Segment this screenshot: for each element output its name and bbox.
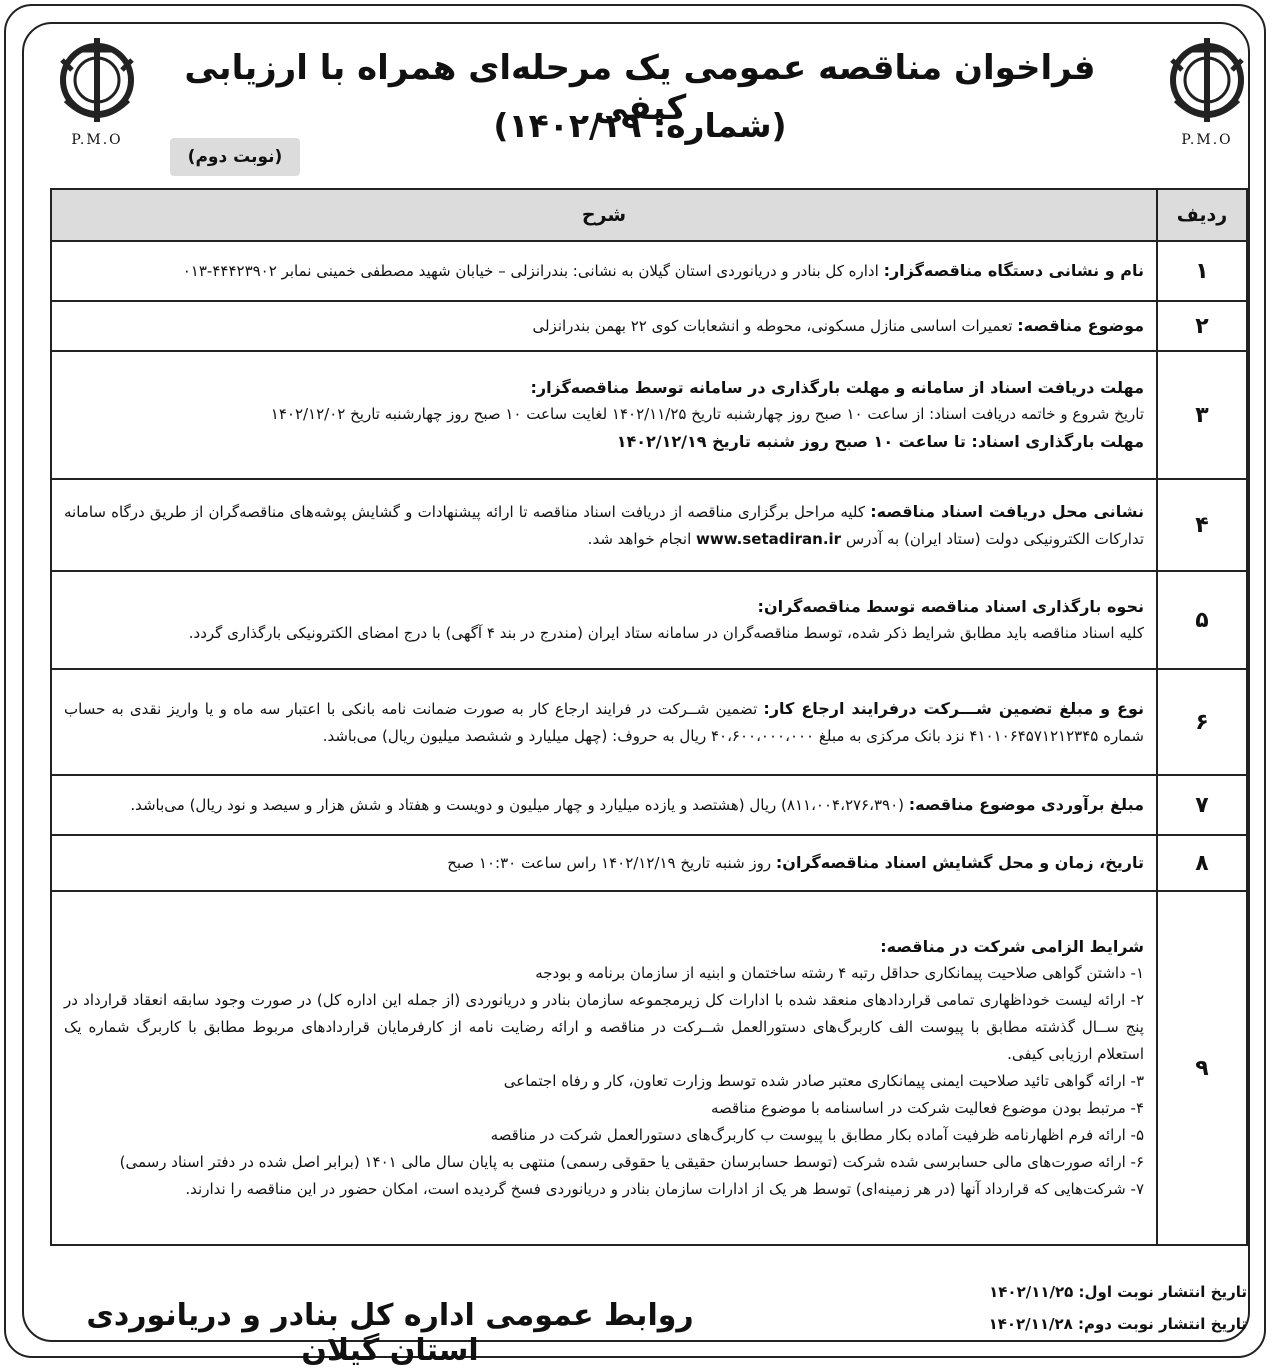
row-number: ۹ (1157, 891, 1247, 1245)
second-publish-date: تاریخ انتشار نوبت دوم: ۱۴۰۲/۱۱/۲۸ (988, 1315, 1247, 1333)
col-header-description: شرح (51, 189, 1157, 241)
col-header-row-number: ردیف (1157, 189, 1247, 241)
table-row (51, 835, 1247, 891)
row-number: ۵ (1157, 571, 1247, 669)
table-row (51, 241, 1247, 301)
table-row (51, 891, 1247, 1245)
pmo-logo-left (42, 30, 152, 160)
row-number: ۴ (1157, 479, 1247, 571)
row-text: تا ساعت ۱۰ صبح روز شنبه تاریخ ۱۴۰۲/۱۲/۱۹ (616, 432, 972, 451)
table-header-row (51, 189, 1247, 241)
row-label: نشانی محل دریافت اسناد مناقصه: (870, 501, 1144, 521)
tender-table (50, 188, 1248, 1246)
row-number: ۸ (1157, 835, 1247, 891)
first-publish-date: تاریخ انتشار نوبت اول: ۱۴۰۲/۱۱/۲۵ (989, 1283, 1247, 1301)
tender-number: (شماره: ۱۴۰۲/۱۹) (493, 106, 787, 145)
anchor-icon (52, 30, 142, 130)
row-description (51, 835, 1157, 891)
logo-caption: P.M.O (1181, 132, 1233, 148)
row-text: کلیه مراحل برگزاری مناقصه از دریافت اسناد مناقصه تا ارائه پیشنهادات و گشایش پوشه‌های مناقصه‌گران از طریق درگاه سامانه تدارکات الکترونیکی دولت (ستاد ایران) به آدرس (64, 502, 1144, 548)
row-description (51, 669, 1157, 775)
signature: روابط عمومی اداره کل بنادر و دریانوردی استان گیلان (86, 1298, 694, 1368)
condition-item: ۲- ارائه لیست خوداظهاری تمامی قراردادهای منعقد شده با ادارات کل زیرمجموعه سازمان بنادر و دریانوردی (از جمله این اداره کل) در صورت وجود سابقه انعقاد قرارداد در پنج ســال گذشته مطابق با پیوست الف کاربرگ‌های دستورالعمل شــرکت در مناقصه و ارائه رضایت نامه از کارفرمایان قراردادهای مربوط مطابق با کاربرگ شماره یک استعلام ارزیابی کیفی. (64, 991, 1144, 1063)
row-label: مبلغ برآوردی موضوع مناقصه: (908, 795, 1144, 814)
row-number: ۳ (1157, 351, 1247, 479)
table-row (51, 351, 1247, 479)
row-number: ۱ (1157, 241, 1247, 301)
table-row (51, 669, 1247, 775)
pmo-logo-right (1152, 30, 1262, 160)
row-heading: نحوه بارگذاری اسناد مناقصه توسط مناقصه‌گران: (757, 597, 1144, 616)
table-row (51, 479, 1247, 571)
row-text-end: انجام خواهد شد. (587, 529, 697, 548)
row-label: تاریخ، زمان و محل گشایش اسناد مناقصه‌گران: (775, 853, 1144, 872)
table-row (51, 571, 1247, 669)
row-label: مهلت بارگذاری اسناد: (971, 432, 1144, 451)
row-description (51, 301, 1157, 351)
publish-dates (827, 1276, 1247, 1340)
condition-item: ۴- مرتبط بودن موضوع فعالیت شرکت در اساسنامه با موضوع مناقصه (710, 1099, 1144, 1117)
row-number: ۶ (1157, 669, 1247, 775)
condition-item: ۷- شرکت‌هایی که قرارداد آنها (در هر زمینه‌ای) توسط هر یک از ادارات سازمان بنادر و دریانوردی فسخ گردیده است، امکان حضور در این مناقصه را ندارند. (185, 1180, 1144, 1198)
condition-item: ۳- ارائه گواهی تائید صلاحیت ایمنی پیمانکاری معتبر صادر شده توسط وزارت تعاون، کار و رفاه اجتماعی (503, 1072, 1144, 1090)
condition-item: ۱- داشتن گواهی صلاحیت پیمانکاری حداقل رتبه ۴ رشته ساختمان و ابنیه از سازمان برنامه و بودجه (535, 964, 1144, 982)
condition-item: ۶- ارائه صورت‌های مالی حسابرسی شده شرکت (توسط حسابرسان حقیقی یا حقوقی رسمی) منتهی به پایان سال مالی ۱۴۰۱ (برابر اصل شده در دفتر اسناد رسمی) (119, 1153, 1144, 1171)
page-title: فراخوان مناقصه عمومی یک مرحله‌ای همراه با ارزیابی کیفی (184, 48, 1096, 128)
row-description (51, 775, 1157, 835)
row-heading: مهلت دریافت اسناد از سامانه و مهلت بارگذاری در سامانه توسط مناقصه‌گزار: (530, 378, 1144, 397)
row-text: کلیه اسناد مناقصه باید مطابق شرایط ذکر شده، توسط مناقصه‌گران در سامانه ستاد ایران (مندرج در بند ۴ آگهی) با درج امضای الکترونیکی بارگذاری گردد. (188, 624, 1144, 642)
row-description (51, 241, 1157, 301)
setadiran-link[interactable]: www.setadiran.ir (696, 529, 842, 548)
row-description (51, 571, 1157, 669)
row-text: تضمین شــرکت در فرایند ارجاع کار به صورت ضمانت نامه بانکی با اعتبار سه ماه و یا واریز نقدی به حساب شماره ۴۱۰۱۰۶۴۵۷۱۲۱۲۳۴۵ نزد بانک مرکزی به مبلغ ۴۰،۶۰۰،۰۰۰،۰۰۰ ریال به حروف: (چهل میلیارد و ششصد میلیون ریال) می‌باشد. (64, 699, 1144, 745)
logo-caption: P.M.O (71, 132, 123, 148)
row-label: موضوع مناقصه: (1017, 316, 1144, 335)
row-text: تاریخ شروع و خاتمه دریافت اسناد: از ساعت ۱۰ صبح روز چهارشنبه تاریخ ۱۴۰۲/۱۱/۲۵ لغایت ساعت ۱۰ صبح روز چهارشنبه تاریخ ۱۴۰۲/۱۲/۰۲ (270, 405, 1144, 423)
table-row (51, 775, 1247, 835)
row-text: تعمیرات اساسی منازل مسکونی، محوطه و انشعابات کوی ۲۲ بهمن بندرانزلی (532, 317, 1018, 335)
row-label: نام و نشانی دستگاه مناقصه‌گزار: (883, 261, 1144, 280)
row-label: نوع و مبلغ تضمین شـــرکت درفرایند ارجاع کار: (763, 698, 1144, 718)
row-heading: شرایط الزامی شرکت در مناقصه: (880, 937, 1144, 956)
row-number: ۲ (1157, 301, 1247, 351)
row-number: ۷ (1157, 775, 1247, 835)
row-description (51, 479, 1157, 571)
anchor-icon (1162, 30, 1252, 130)
table-row (51, 301, 1247, 351)
condition-item: ۵- ارائه فرم اظهارنامه ظرفیت آماده بکار مطابق با پیوست ب کاربرگ‌های دستورالعمل شرکت در مناقصه (490, 1126, 1144, 1144)
row-text: اداره کل بنادر و دریانوردی استان گیلان به نشانی: بندرانزلی – خیابان شهید مصطفی خمینی نمابر ۴۴۴۲۳۹۰۲-۰۱۳ (182, 262, 884, 280)
round-badge: (نوبت دوم) (170, 138, 300, 176)
row-text: (۸۱۱،۰۰۴،۲۷۶،۳۹۰) ریال (هشتصد و یازده میلیارد و چهار میلیون و دویست و هفتاد و شش هزار و سیصد و نود ریال) می‌باشد. (130, 796, 909, 814)
row-description (51, 891, 1157, 1245)
row-text: روز شنبه تاریخ ۱۴۰۲/۱۲/۱۹ راس ساعت ۱۰:۳۰ صبح (447, 854, 776, 872)
row-description (51, 351, 1157, 479)
